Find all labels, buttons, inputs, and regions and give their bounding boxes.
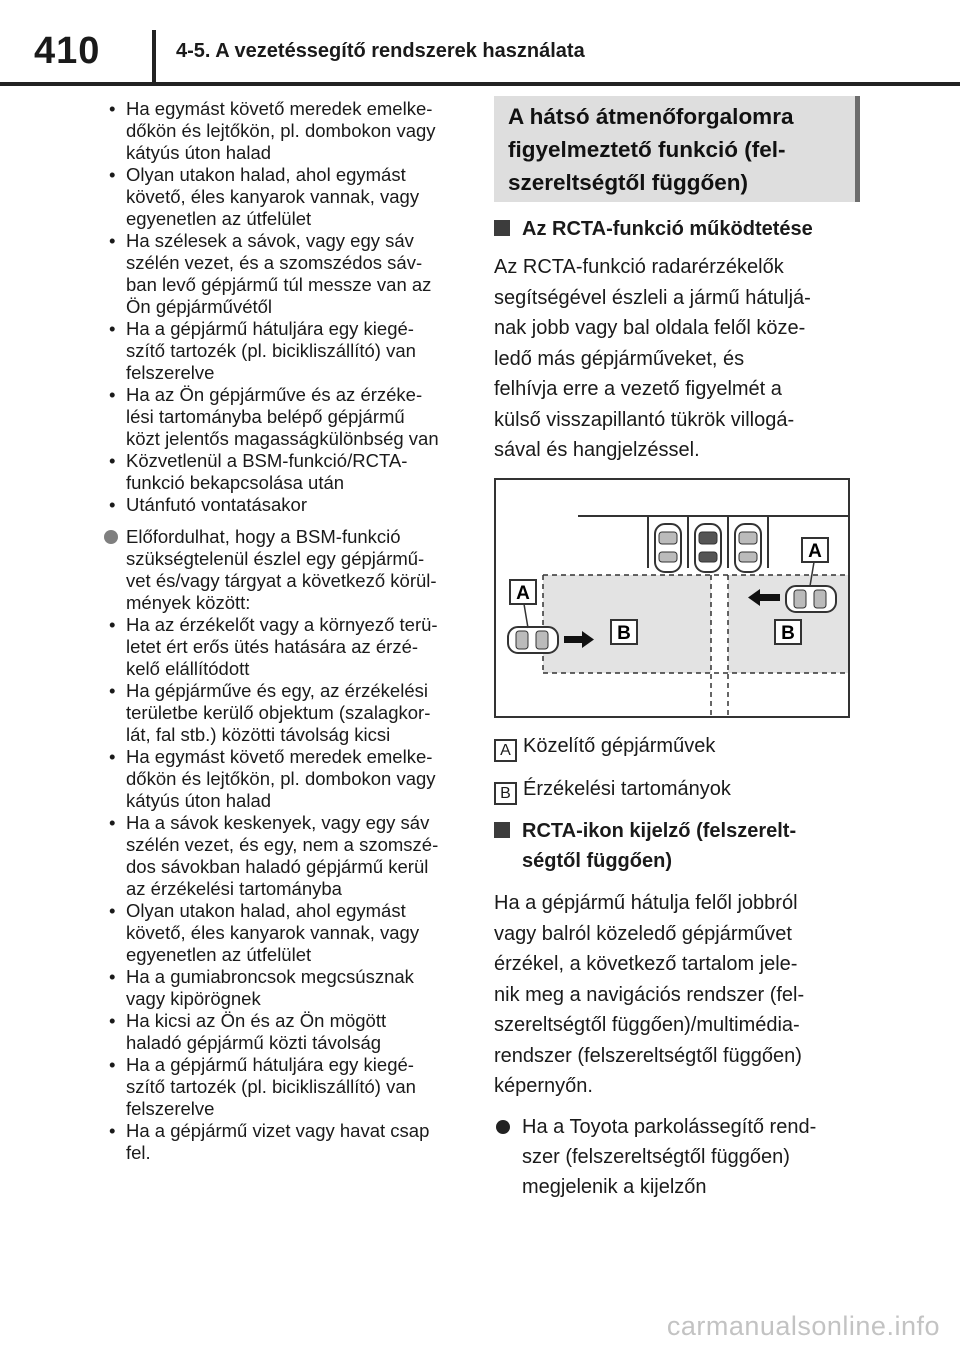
text-line: haladó gépjármű közti távolság <box>126 1032 382 1053</box>
text-line: ledő más gépjárműveket, és <box>494 347 745 370</box>
text-line: Ha a Toyota parkolássegítő rend- <box>522 1115 817 1138</box>
bullet-list-top <box>104 98 470 516</box>
text-line: szer (felszereltségtől függően) <box>522 1145 790 1168</box>
list-item <box>104 230 470 318</box>
subsection-heading-icon-display <box>494 816 860 876</box>
text-line: kelő elállítódott <box>126 658 250 679</box>
diagram-label-b-left: B <box>617 623 631 644</box>
text-line: segítségével észleli a jármű hátuljá- <box>494 286 811 309</box>
text-line: Előfordulhat, hogy a BSM-funkció <box>126 526 401 547</box>
list-item <box>104 450 470 494</box>
subsection-heading-text: RCTA-ikon kijelző (felszerelt- <box>522 820 797 842</box>
text-line: érzékel, a következő tartalom jele- <box>494 953 798 975</box>
text-line: funkció bekapcsolása után <box>126 472 345 493</box>
text-line: egyenetlen az útfelület <box>126 944 312 965</box>
list-item <box>104 384 470 450</box>
text-line: rendszer (felszereltségtől függően) <box>494 1044 802 1067</box>
section-title-line: A hátsó átmenőforgalomra <box>508 104 794 129</box>
icon-display-description <box>494 888 860 1102</box>
text-line: szítő tartozék (pl. bicikliszállító) van <box>126 1076 416 1097</box>
text-line: követő, éles kanyarok vannak, vagy <box>126 922 420 943</box>
bullet-list-bottom <box>104 614 470 1164</box>
text-line: vet és/vagy tárgyat a következő körül- <box>126 570 437 591</box>
circle-item <box>104 526 470 1164</box>
text-line: • Ha a gépjármű hátuljára egy kiegé- <box>126 318 414 339</box>
text-line: Az RCTA-funkció radarérzékelők <box>494 256 784 278</box>
text-line: Ön gépjárművétől <box>126 296 273 317</box>
section-title-box <box>494 96 860 202</box>
text-line: felszerelve <box>126 362 215 383</box>
watermark: carmanualsonline.info <box>666 1311 940 1341</box>
text-line: dos sávokban haladó gépjármű kerül <box>126 856 429 877</box>
list-item <box>104 746 470 812</box>
text-line: kátyús úton halad <box>126 790 272 811</box>
list-item <box>104 812 470 900</box>
text-line: szükségtelenül észlel egy gépjármű- <box>126 548 425 569</box>
text-line: letet ért erős ütés hatására az érzé- <box>126 636 419 657</box>
parked-car-icon <box>735 524 761 572</box>
subsection-heading-text: Az RCTA-funkció működtetése <box>522 218 813 240</box>
approaching-car-right-icon <box>786 586 836 612</box>
text-line: dőkön és lejtőkön, pl. dombokon vagy <box>126 120 436 141</box>
text-line: külső visszapillantó tükrök villogá- <box>494 408 795 431</box>
list-item <box>104 966 470 1010</box>
text-line: közt jelentős magasságkülönbség van <box>126 428 439 449</box>
list-item <box>104 318 470 384</box>
legend-item-a <box>494 734 715 762</box>
text-line: mények között: <box>126 592 251 613</box>
list-item <box>104 98 470 164</box>
diagram-svg <box>496 480 848 716</box>
text-line: szítő tartozék (pl. bicikliszállító) van <box>126 340 416 361</box>
text-line: lési tartományba belépő gépjármű <box>126 406 405 427</box>
text-line: fel. <box>126 1142 151 1163</box>
diagram-label-a-left: A <box>516 583 530 604</box>
legend-key-a: A <box>494 739 517 762</box>
right-column <box>494 96 860 466</box>
list-item <box>104 164 470 230</box>
text-line: • Ha szélesek a sávok, vagy egy sáv <box>126 230 414 251</box>
legend-item-b <box>494 777 731 805</box>
text-line: felszerelve <box>126 1098 215 1119</box>
subsection-heading-text: ségtől függően) <box>522 850 672 872</box>
rcta-description <box>494 252 860 466</box>
subsection-heading-rcta <box>494 214 860 244</box>
text-line: • Ha kicsi az Ön és az Ön mögött <box>126 1010 387 1031</box>
own-car-icon <box>695 524 721 572</box>
list-item <box>104 494 470 516</box>
chapter-title: 4-5. A vezetéssegítő rendszerek használata <box>176 40 585 62</box>
approaching-car-left-icon <box>508 627 558 653</box>
text-line: követő, éles kanyarok vannak, vagy <box>126 186 420 207</box>
text-line: kátyús úton halad <box>126 142 272 163</box>
parked-car-icon <box>655 524 681 572</box>
text-line: • Utánfutó vontatásakor <box>126 494 307 515</box>
page-number: 410 <box>34 30 101 72</box>
right-column-lower <box>494 816 860 1202</box>
text-line: • Ha a gumiabroncsok megcsúsznak <box>126 966 414 987</box>
dot-item <box>494 1112 860 1202</box>
text-line: lát, fal stb.) közötti távolság kicsi <box>126 724 391 745</box>
diagram-label-b-right: B <box>781 623 795 644</box>
text-line: szélén vezet, és egy, nem a szomszé- <box>126 834 439 855</box>
dot-bullet-icon <box>496 1120 510 1134</box>
list-item <box>104 1054 470 1120</box>
text-line: egyenetlen az útfelület <box>126 208 312 229</box>
text-line: • Olyan utakon halad, ahol egymást <box>126 900 406 921</box>
text-line: szélén vezet, és a szomszédos sáv- <box>126 252 423 273</box>
text-line: • Ha az Ön gépjárműve és az érzéke- <box>126 384 423 405</box>
text-line: sával és hangjelzéssel. <box>494 439 700 461</box>
header-rule <box>0 82 960 86</box>
header-divider-mark <box>152 30 156 82</box>
square-bullet-icon <box>494 822 510 838</box>
circle-bullet-icon <box>104 530 118 544</box>
text-line: • Ha egymást követő meredek emelke- <box>126 746 433 767</box>
text-line: • Ha gépjárműve és egy, az érzékelési <box>126 680 428 701</box>
text-line: nak jobb vagy bal oldala felől köze- <box>494 317 806 339</box>
text-line: területbe kerülő objektum (szalagkor- <box>126 702 431 723</box>
text-line: vagy kipörögnek <box>126 988 261 1009</box>
square-bullet-icon <box>494 220 510 236</box>
list-item <box>104 1010 470 1054</box>
left-column <box>104 98 470 1164</box>
text-line: nik meg a navigációs rendszer (fel- <box>494 983 805 1006</box>
list-item <box>104 614 470 680</box>
text-line: szereltségtől függően)/multimédia- <box>494 1014 800 1036</box>
text-line: • Közvetlenül a BSM-funkció/RCTA- <box>126 450 408 471</box>
text-line: • Ha a sávok keskenyek, vagy egy sáv <box>126 812 430 833</box>
rcta-diagram <box>494 478 850 718</box>
legend-text-a: Közelítő gépjárművek <box>523 735 716 757</box>
section-title-line: figyelmeztető funkció (fel- <box>508 137 786 162</box>
text-line: vagy balról közeledő gépjárművet <box>494 922 792 945</box>
text-line: • Ha a gépjármű hátuljára egy kiegé- <box>126 1054 414 1075</box>
list-item <box>104 680 470 746</box>
legend-text-b: Érzékelési tartományok <box>523 778 731 800</box>
text-line: az érzékelési tartományba <box>126 878 342 899</box>
circle-intro-text <box>126 526 470 614</box>
text-line: megjelenik a kijelzőn <box>522 1175 707 1198</box>
text-line: képernyőn. <box>494 1075 593 1097</box>
diagram-label-a-right: A <box>808 541 822 562</box>
text-line: ban levő gépjármű túl messze van az <box>126 274 432 295</box>
legend-key-b: B <box>494 782 517 805</box>
text-line: dőkön és lejtőkön, pl. dombokon vagy <box>126 768 436 789</box>
section-title-line: szereltségtől függően) <box>508 170 749 195</box>
text-line: Ha a gépjármű hátulja felől jobbról <box>494 892 798 914</box>
text-line: • Ha az érzékelőt vagy a környező terü- <box>126 614 438 635</box>
text-line: • Ha a gépjármű vizet vagy havat csap <box>126 1120 430 1141</box>
text-line: felhívja erre a vezető figyelmét a <box>494 378 782 400</box>
list-item <box>104 900 470 966</box>
list-item <box>104 1120 470 1164</box>
text-line: • Olyan utakon halad, ahol egymást <box>126 164 406 185</box>
text-line: • Ha egymást követő meredek emelke- <box>126 98 433 119</box>
